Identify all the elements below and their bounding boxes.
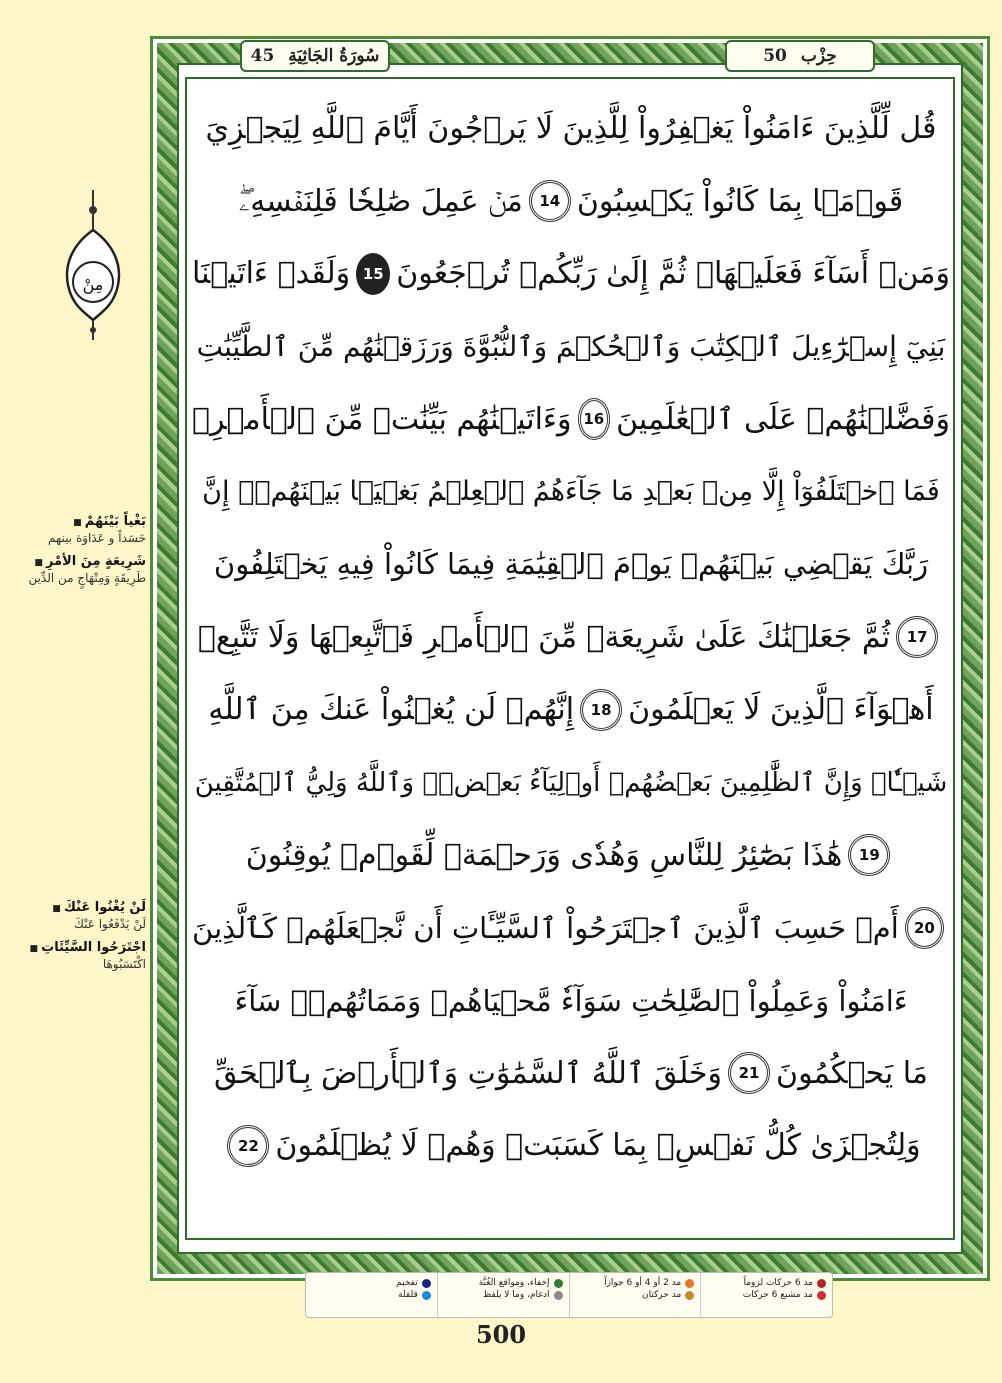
legend-dot	[817, 1279, 826, 1288]
legend-item: قلقلة	[312, 1290, 431, 1300]
line-text: وَخَلَقَ ٱللَّهُ ٱلسَّمَٰوَٰتِ وَٱلۡأَرۡضَ بِٱلۡحَقِّ	[214, 1055, 723, 1091]
ayah-marker: 18	[580, 689, 622, 731]
verse-lines	[192, 92, 950, 1182]
surah-name: سُورَةُ الجَاثِيَةِ	[288, 46, 380, 66]
hizb-ornament-icon	[62, 190, 124, 340]
verse-line	[192, 1110, 950, 1183]
ayah-marker: 14	[529, 180, 571, 222]
legend-dot	[422, 1279, 431, 1288]
ayah-marker: 19	[848, 834, 890, 876]
legend-item: مد مشبع 6 حركات	[707, 1290, 826, 1300]
ayah-marker: 15	[356, 253, 390, 295]
verse-line	[192, 746, 950, 819]
glossary-definition: طَرِيقَةٍ وَمِنْهَاجٍ من الدِّين	[28, 571, 146, 585]
line-text: أَمۡ حَسِبَ ٱلَّذِينَ ٱجۡتَرَحُواْ ٱلسَّيِّـَٔاتِ أَن نَّجۡعَلَهُمۡ كَٱلَّذِينَ	[192, 910, 899, 945]
page-number: 500	[475, 1320, 527, 1349]
glossary-term: بَغْياً بَيْنَهُمْ ■	[8, 514, 146, 529]
legend-item: مد حركتان	[576, 1290, 695, 1300]
legend-item: مد 6 حركات لزوماً	[707, 1278, 826, 1288]
glossary-definition: حَسَداً و عَدَاوَة بينهم	[48, 531, 146, 545]
legend-column	[306, 1273, 437, 1317]
line-text: مَنۡ عَمِلَ صَٰلِحٗا فَلِنَفۡسِهِۦۖ	[238, 183, 523, 219]
ornament-label: مِنْ	[82, 275, 104, 294]
line-text: إِنَّهُمۡ لَن يُغۡنُواْ عَنكَ مِنَ ٱللَّهِ	[208, 692, 575, 728]
hizb-header	[725, 40, 875, 72]
glossary-definition: اكْتَسَبُوهَا	[102, 957, 146, 971]
verse-line	[192, 964, 950, 1037]
legend-column	[437, 1273, 569, 1317]
line-text: بَنِيٓ إِسۡرَٰٓءِيلَ ٱلۡكِتَٰبَ وَٱلۡحُكۡمَ وَٱلنُّبُوَّةَ وَرَزَقۡنَٰهُم مِّنَ ٱلطَّيِّبَٰتِ	[196, 329, 946, 363]
line-text: مَا يَحۡكُمُونَ	[776, 1055, 928, 1091]
legend-item: إخفاء، ومواقع الغُنَّة	[444, 1278, 563, 1288]
glossary-term: شَرِيعَةٍ مِنَ الأمْرِ ■	[8, 554, 146, 569]
surah-header	[240, 40, 390, 72]
glossary-group-2	[8, 898, 146, 980]
ayah-marker: 20	[905, 907, 944, 949]
line-text: وَلِتُجۡزَىٰ كُلُّ نَفۡسِۭ بِمَا كَسَبَتۡ وَهُمۡ لَا يُظۡلَمُونَ	[275, 1128, 921, 1164]
legend-dot	[685, 1279, 694, 1288]
verse-line	[192, 1037, 950, 1110]
legend-item: مد 2 أو 4 أو 6 جوازاً	[576, 1278, 695, 1288]
line-text: وَلَقَدۡ ءَاتَيۡنَا	[192, 256, 351, 292]
line-text: قَوۡمَۢا بِمَا كَانُواْ يَكۡسِبُونَ	[576, 183, 904, 219]
verse-line	[192, 601, 950, 674]
legend-dot	[817, 1291, 826, 1300]
line-text: ثُمَّ جَعَلۡنَٰكَ عَلَىٰ شَرِيعَةٖ مِّنَ ٱلۡأَمۡرِ فَٱتَّبِعۡهَا وَلَا تَتَّبِعۡ	[197, 619, 891, 655]
legend-dot	[685, 1291, 694, 1300]
glossary-definition: لَنْ يَدْفَعُوا عَنْكَ	[73, 917, 146, 931]
ayah-marker: 16	[578, 398, 611, 440]
line-text: هَٰذَا بَصَٰٓئِرُ لِلنَّاسِ وَهُدٗى وَرَحۡمَةٞ لِّقَوۡمٖ يُوقِنُونَ	[245, 837, 843, 873]
line-text: وَمَنۡ أَسَآءَ فَعَلَيۡهَاۖ ثُمَّ إِلَىٰ رَبِّكُمۡ تُرۡجَعُونَ	[396, 256, 950, 292]
surah-number: 45	[250, 46, 275, 66]
line-text: فَمَا ٱخۡتَلَفُوٓاْ إِلَّا مِنۢ بَعۡدِ مَا جَآءَهُمُ ٱلۡعِلۡمُ بَغۡيَۢا بَيۡنَهُمۡۚ إِنَّ	[202, 476, 940, 508]
verse-line	[192, 383, 950, 456]
ayah-marker: 21	[728, 1052, 770, 1094]
legend-item: ادغام، وما لا يلفظ	[444, 1290, 563, 1300]
line-text: ءَامَنُواْ وَعَمِلُواْ ٱلصَّٰلِحَٰتِ سَوَآءٗ مَّحۡيَاهُمۡ وَمَمَاتُهُمۡۚ سَآءَ	[234, 983, 908, 1018]
verse-line	[192, 310, 950, 383]
glossary-term: اجْتَرَحُوا السَّيِّئَاتِ ■	[8, 940, 146, 955]
legend-dot	[554, 1291, 563, 1300]
verse-line	[192, 455, 950, 528]
line-text: شَيۡـٔٗاۚ وَإِنَّ ٱلظَّٰلِمِينَ بَعۡضُهُمۡ أَوۡلِيَآءُ بَعۡضٖۖ وَٱللَّهُ وَلِيُّ ٱلۡمُتَّقِينَ	[194, 767, 948, 798]
legend-column	[569, 1273, 701, 1317]
line-text: قُل لِّلَّذِينَ ءَامَنُواْ يَغۡفِرُواْ لِلَّذِينَ لَا يَرۡجُونَ أَيَّامَ ٱللَّهِ لِيَجۡزِيَ	[205, 110, 937, 146]
line-text: وَءَاتَيۡنَٰهُم بَيِّنَٰتٖ مِّنَ ٱلۡأَمۡرِۖ	[192, 401, 572, 437]
line-text: وَفَضَّلۡنَٰهُمۡ عَلَى ٱلۡعَٰلَمِينَ	[616, 401, 950, 437]
ayah-marker: 22	[227, 1125, 269, 1167]
verse-line	[192, 819, 950, 892]
verse-line	[192, 528, 950, 601]
legend-dot	[554, 1279, 563, 1288]
legend-column	[700, 1273, 832, 1317]
verse-line	[192, 92, 950, 165]
glossary-term: لَنْ يُغْنُوا عَنْكَ ■	[8, 900, 146, 915]
verse-line	[192, 674, 950, 747]
hizb-number: 50	[763, 46, 787, 66]
ayah-marker: 17	[896, 616, 938, 658]
line-text: أَهۡوَآءَ ٱلَّذِينَ لَا يَعۡلَمُونَ	[628, 692, 934, 728]
glossary-group-1	[8, 512, 146, 594]
verse-line	[192, 237, 950, 310]
legend-dot	[422, 1291, 431, 1300]
line-text: رَبَّكَ يَقۡضِي بَيۡنَهُمۡ يَوۡمَ ٱلۡقِيَٰمَةِ فِيمَا كَانُواْ فِيهِ يَخۡتَلِفُونَ	[213, 547, 929, 582]
verse-line	[192, 892, 950, 965]
hizb-label: حِزْب	[800, 46, 837, 66]
tajweed-legend	[305, 1272, 833, 1318]
verse-line	[192, 165, 950, 238]
legend-item: تفخيم	[312, 1278, 431, 1288]
